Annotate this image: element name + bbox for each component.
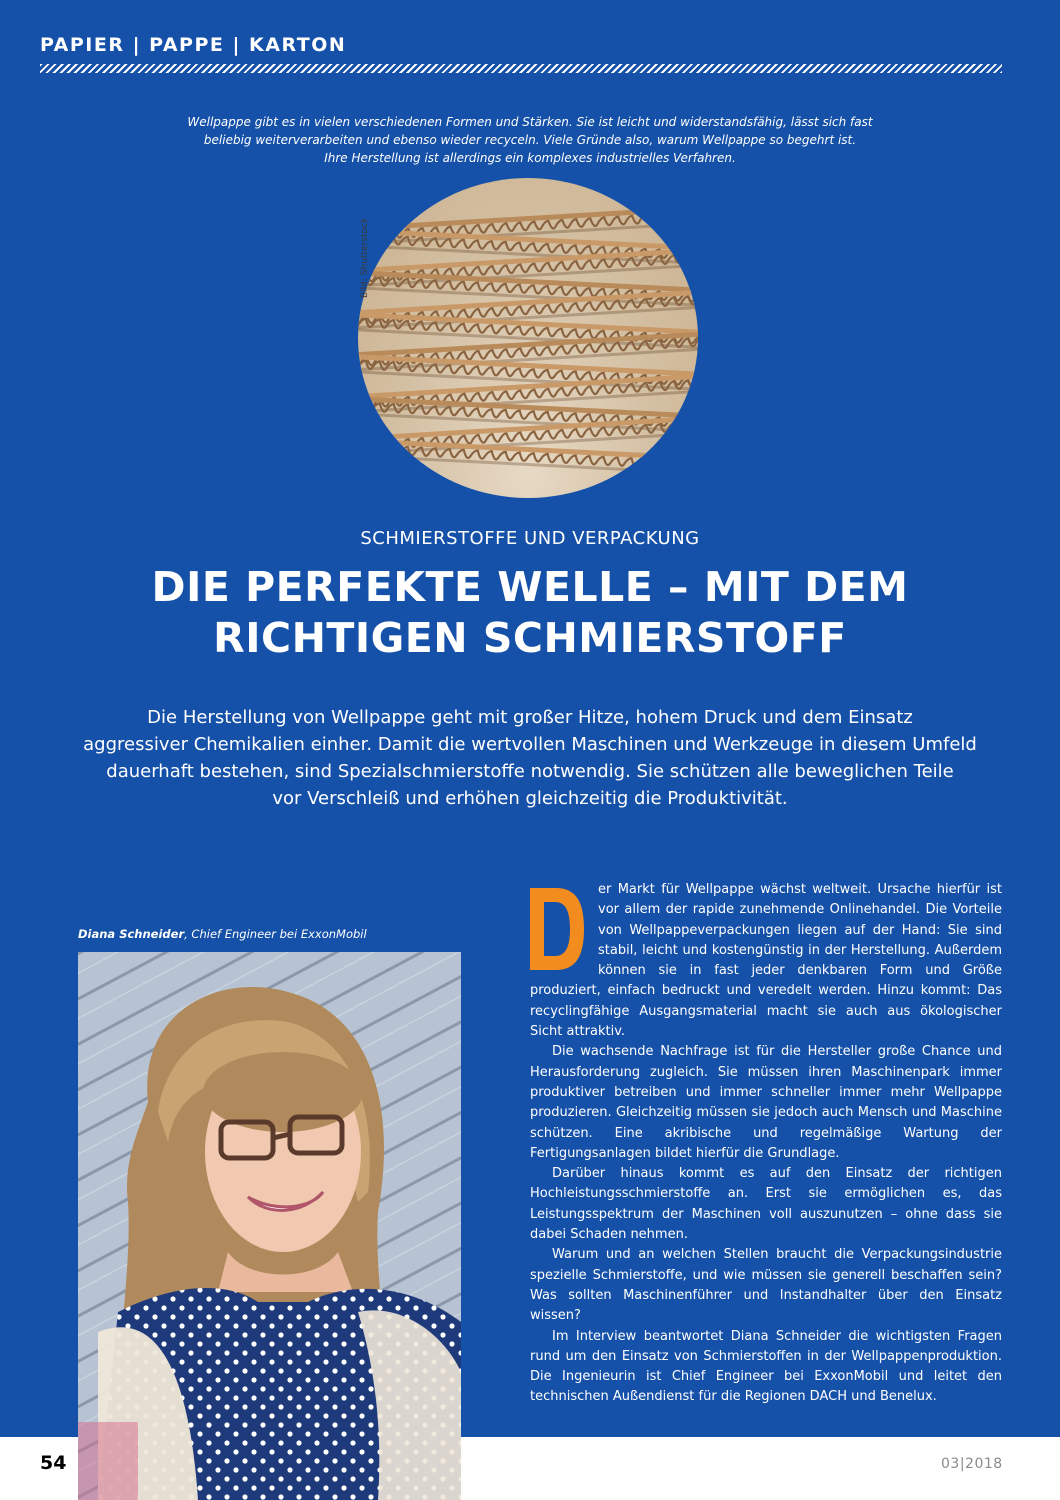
article-paragraph: Die wachsende Nachfrage ist für die Hersteller große Chance und Herausforderung zugleich. Sie müssen ihren Maschinenpark immer produktiver betreiben und immer schneller immer mehr Wellpappe produzieren. Gleichzeitig müssen sie jedoch auch Mensch und Maschine schützen. Eine akribische und regelmäßige Wartung der Fertigungsanlagen bildet hierfür die Grundlage. bbox=[530, 1044, 1002, 1161]
photo-credit: Bild: Shutterstock bbox=[360, 217, 370, 298]
intro-text bbox=[150, 113, 910, 167]
portrait-caption bbox=[78, 927, 367, 941]
article-paragraph: Darüber hinaus kommt es auf den Einsatz der richtigen Hochleistungsschmierstoffe an. Erst sie ermöglichen es, das Leistungsspektrum der Maschinen voll auszunutzen – ohne dass sie dabei Schaden nehmen. bbox=[530, 1166, 1002, 1243]
dropcap-d bbox=[526, 884, 588, 974]
portrait-photo bbox=[78, 952, 461, 1500]
intro-line: Wellpappe gibt es in vielen verschiedenen Formen und Stärken. Sie ist leicht und widerstandsfähig, lässt sich fast bbox=[187, 115, 873, 129]
paragraph-text: er Markt für Wellpappe wächst weltweit. Ursache hierfür ist vor allem der rapide zunehmende Onlinehandel. Die Vorteile von Wellpappeverpackungen liegen auf der Hand: Sie sind stabil, leicht und kostengünstig in der Herstellung. Außerdem können sie in fast jeder denkbaren Form und Größe produziert, einfach bedruckt und veredelt werden. Hinzu kommt: Das recyclingfähige Ausgangsmaterial macht sie auch aus ökologischer Sicht attraktiv. bbox=[530, 882, 1002, 1040]
article-headline bbox=[60, 562, 1000, 664]
article-body bbox=[530, 880, 1002, 1408]
lead-line: aggressiver Chemikalien einher. Damit die wertvollen Maschinen und Werkzeuge in diesem Umfeld bbox=[83, 734, 977, 755]
article-lead bbox=[80, 704, 980, 812]
lead-line: dauerhaft bestehen, sind Spezialschmierstoffe notwendig. Sie schützen alle beweglichen Teile bbox=[106, 761, 954, 782]
article-paragraph: Warum und an welchen Stellen braucht die Verpackungsindustrie spezielle Schmierstoffe, und wie müssen sie generell beschaffen sein? Was sollten Maschinenführer und Instandhalter über den Einsatz wissen? bbox=[530, 1247, 1002, 1324]
page-number: 54 bbox=[40, 1452, 67, 1474]
article-kicker: SCHMIERSTOFFE UND VERPACKUNG bbox=[360, 528, 700, 549]
cardboard-illustration bbox=[358, 178, 698, 498]
intro-line: Ihre Herstellung ist allerdings ein komplexes industrielles Verfahren. bbox=[324, 151, 736, 165]
lead-line: vor Verschleiß und erhöhen gleichzeitig die Produktivität. bbox=[272, 788, 788, 809]
caption-name: Diana Schneider bbox=[78, 927, 185, 941]
caption-role: , Chief Engineer bei ExxonMobil bbox=[184, 927, 367, 941]
intro-line: beliebig weiterverarbeiten und ebenso wieder recyceln. Viele Gründe also, warum Wellpappe so begehrt ist. bbox=[203, 133, 857, 147]
article-paragraph: Im Interview beantwortet Diana Schneider die wichtigsten Fragen rund um den Einsatz von Schmierstoffen in der Wellpappenproduktion. Die Ingenieurin ist Chief Engineer bei ExxonMobil und leitet den technischen Außendienst für die Regionen DACH und Benelux. bbox=[530, 1328, 1002, 1405]
headline-line: DIE PERFEKTE WELLE – MIT DEM bbox=[151, 563, 909, 611]
portrait-illustration bbox=[78, 952, 461, 1500]
corrugated-cardboard-photo bbox=[358, 178, 698, 498]
article-paragraph bbox=[530, 880, 1002, 1042]
header-hatch-rule bbox=[40, 64, 1002, 73]
headline-line: RICHTIGEN SCHMIERSTOFF bbox=[213, 614, 847, 662]
lead-line: Die Herstellung von Wellpappe geht mit großer Hitze, hohem Druck und dem Einsatz bbox=[147, 707, 913, 728]
section-label: PAPIER | PAPPE | KARTON bbox=[40, 34, 347, 56]
issue-number: 03|2018 bbox=[941, 1456, 1003, 1472]
